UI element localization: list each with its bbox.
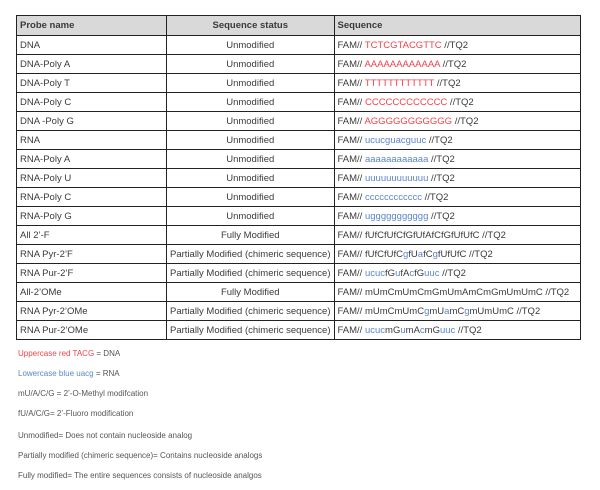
sequence-segment-plain: FAM// [337, 172, 365, 184]
note-text-plain: Partially modified (chimeric sequence)= Contains nucleoside analogs [18, 451, 263, 460]
sequence-segment-plain: FAM// fUfCfUfCfGfUfAfCfGfUfUfC //TQ2 [337, 229, 506, 241]
sequence-segment-dna: CCCCCCCCCCCC [364, 96, 448, 108]
sequence-status-cell: Fully Modified [167, 283, 335, 302]
sequence-segment-plain: mC [449, 305, 465, 317]
legend-note [18, 469, 262, 489]
sequence-status-cell: Partially Modified (chimeric sequence) [167, 245, 335, 264]
legend-note [18, 347, 262, 367]
sequence-segment-plain: FAM// [337, 39, 365, 51]
sequence-segment-plain: FAM// mUmCmUmCmGmUmAmCmGmUmUmC //TQ2 [337, 286, 570, 298]
probe-table [16, 15, 581, 340]
sequence-segment-plain: fU [408, 248, 418, 260]
note-text-plain: = DNA [94, 349, 121, 358]
probe-name-cell: DNA-Poly C [17, 93, 167, 112]
note-text-plain: mU/A/C/G = 2’-O-Methyl modifcation [18, 389, 149, 398]
sequence-segment-plain: fA [400, 267, 410, 279]
probe-name-cell: RNA-Poly C [17, 188, 167, 207]
table-row [17, 245, 581, 264]
sequence-status-cell: Unmodified [167, 131, 335, 150]
sequence-segment-dna: AGGGGGGGGGGG [364, 115, 453, 127]
sequence-cell [334, 169, 580, 188]
sequence-cell [334, 283, 580, 302]
sequence-segment-rna: cccccccccccc [364, 191, 422, 203]
probe-name-cell: RNA-Poly G [17, 207, 167, 226]
sequence-cell [334, 245, 580, 264]
sequence-segment-plain: fG [385, 267, 396, 279]
legend-note [18, 387, 262, 407]
legend-note [18, 449, 262, 469]
sequence-segment-plain: //TQ2 [428, 153, 455, 165]
sequence-segment-plain: //TQ2 [439, 58, 467, 70]
sequence-status-cell: Partially Modified (chimeric sequence) [167, 321, 335, 340]
table-row [17, 55, 581, 74]
sequence-status-cell: Unmodified [167, 207, 335, 226]
probe-name-cell: DNA-Poly T [17, 74, 167, 93]
table-row [17, 207, 581, 226]
sequence-segment-rna: uuc [439, 324, 456, 336]
note-text-dna: Uppercase red TACG [18, 349, 95, 358]
legend-notes [18, 347, 262, 489]
sequence-status-cell: Partially Modified (chimeric sequence) [167, 302, 335, 321]
probe-name-cell: RNA Pyr-2’OMe [17, 302, 167, 321]
sequence-segment-plain: FAM// [337, 134, 365, 146]
header-probe-name: Probe name [17, 16, 167, 36]
probe-name-cell: RNA-Poly A [17, 150, 167, 169]
sequence-status-cell: Unmodified [167, 150, 335, 169]
sequence-cell [334, 74, 580, 93]
sequence-segment-rna: ucucguacguuc [364, 134, 427, 146]
sequence-segment-plain: //TQ2 [447, 96, 474, 108]
sequence-cell [334, 302, 580, 321]
sequence-segment-plain: mG [424, 324, 440, 336]
sequence-status-cell: Unmodified [167, 188, 335, 207]
sequence-segment-plain: mUmUmC //TQ2 [469, 305, 541, 317]
sequence-segment-plain: FAM// fUfCfUfC [337, 248, 403, 260]
sequence-cell [334, 264, 580, 283]
probe-name-cell: DNA [17, 36, 167, 55]
sequence-segment-plain: //TQ2 [426, 134, 453, 146]
sequence-segment-rna: a [444, 305, 450, 317]
sequence-cell [334, 93, 580, 112]
table-row [17, 93, 581, 112]
sequence-cell [334, 226, 580, 245]
sequence-segment-plain: fUfUfC //TQ2 [437, 248, 493, 260]
sequence-segment-plain: //TQ2 [434, 77, 461, 89]
table-row [17, 188, 581, 207]
probe-name-cell: RNA Pyr-2’F [17, 245, 167, 264]
sequence-segment-rna: g [402, 248, 409, 260]
sequence-segment-plain: mA [405, 324, 420, 336]
sequence-cell [334, 55, 580, 74]
note-text-plain: Unmodified= Does not contain nucleoside analog [18, 431, 193, 440]
sequence-segment-plain: FAM// [337, 210, 365, 222]
sequence-segment-rna: g [432, 248, 438, 260]
sequence-cell [334, 321, 580, 340]
sequence-segment-plain: //TQ2 [428, 210, 455, 222]
sequence-segment-rna: uuc [424, 267, 440, 279]
sequence-segment-plain: FAM// [337, 153, 365, 165]
sequence-segment-plain: //TQ2 [441, 39, 469, 51]
sequence-segment-plain: fG [414, 267, 425, 279]
sequence-segment-dna: TCTCGTACGTTC [364, 39, 442, 51]
table-row [17, 264, 581, 283]
sequence-status-cell: Partially Modified (chimeric sequence) [167, 264, 335, 283]
probe-name-cell: DNA-Poly A [17, 55, 167, 74]
sequence-segment-plain: mG [385, 324, 401, 336]
sequence-cell [334, 188, 580, 207]
sequence-segment-rna: g [464, 305, 470, 317]
sequence-segment-plain: //TQ2 [439, 267, 466, 279]
note-text-plain: fU/A/C/G= 2’-Fluoro modification [18, 409, 134, 418]
table-row [17, 283, 581, 302]
sequence-status-cell: Unmodified [167, 55, 335, 74]
sequence-segment-rna: u [400, 324, 406, 336]
sequence-segment-plain: fC [423, 248, 433, 260]
sequence-status-cell: Unmodified [167, 74, 335, 93]
note-text-plain: = RNA [93, 369, 120, 378]
legend-note [18, 407, 262, 427]
sequence-cell [334, 207, 580, 226]
probe-name-cell: RNA Pur-2’F [17, 264, 167, 283]
table-row [17, 226, 581, 245]
sequence-segment-plain: //TQ2 [452, 115, 479, 127]
sequence-segment-rna: ucuc [364, 267, 386, 279]
header-sequence: Sequence [334, 16, 580, 36]
sequence-segment-rna: c [419, 324, 425, 336]
note-text-rna: Lowercase blue uacg [18, 369, 94, 378]
sequence-segment-plain: FAM// [337, 324, 365, 336]
legend-note [18, 367, 262, 387]
table-row [17, 36, 581, 55]
probe-name-cell: All 2’-F [17, 226, 167, 245]
probe-name-cell: RNA [17, 131, 167, 150]
sequence-status-cell: Unmodified [167, 112, 335, 131]
table-body [17, 36, 581, 340]
sequence-status-cell: Fully Modified [167, 226, 335, 245]
legend-note [18, 429, 262, 449]
sequence-segment-plain: FAM// [337, 115, 365, 127]
sequence-segment-rna: uuuuuuuuuuuu [364, 172, 429, 184]
probe-name-cell: RNA Pur-2’OMe [17, 321, 167, 340]
sequence-segment-rna: ucuc [364, 324, 386, 336]
sequence-segment-rna: u [395, 267, 401, 279]
sequence-cell [334, 36, 580, 55]
sequence-segment-dna: AAAAAAAAAAAA [364, 58, 440, 70]
table-row [17, 112, 581, 131]
sequence-segment-plain: mU [429, 305, 445, 317]
sequence-segment-plain: FAM// mUmCmUmC [337, 305, 425, 317]
sequence-status-cell: Unmodified [167, 36, 335, 55]
sequence-cell [334, 112, 580, 131]
sequence-status-cell: Unmodified [167, 93, 335, 112]
sequence-cell [334, 150, 580, 169]
table-row [17, 302, 581, 321]
sequence-segment-plain: FAM// [337, 267, 365, 279]
header-sequence-status: Sequence status [167, 16, 335, 36]
sequence-segment-plain: FAM// [337, 191, 365, 203]
sequence-segment-rna: c [409, 267, 415, 279]
table-header-row [17, 16, 581, 36]
sequence-status-cell: Unmodified [167, 169, 335, 188]
sequence-segment-plain: //TQ2 [421, 191, 449, 203]
sequence-segment-plain: //TQ2 [428, 172, 455, 184]
probe-name-cell: All-2’OMe [17, 283, 167, 302]
table-row [17, 150, 581, 169]
table-row [17, 74, 581, 93]
table-row [17, 321, 581, 340]
note-text-plain: Fully modified= The entire sequences consists of nucleoside analgos [18, 471, 262, 480]
sequence-segment-plain: FAM// [337, 96, 365, 108]
table-row [17, 131, 581, 150]
sequence-segment-plain: FAM// [337, 58, 365, 70]
probe-name-cell: DNA -Poly G [17, 112, 167, 131]
table-row [17, 169, 581, 188]
sequence-segment-rna: uggggggggggg [364, 210, 429, 222]
sequence-segment-rna: aaaaaaaaaaaa [364, 153, 429, 165]
probe-name-cell: RNA-Poly U [17, 169, 167, 188]
sequence-segment-rna: a [417, 248, 424, 260]
sequence-segment-plain: //TQ2 [455, 324, 482, 336]
sequence-cell [334, 131, 580, 150]
sequence-segment-plain: FAM// [337, 77, 365, 89]
sequence-segment-dna: TTTTTTTTTTTT [364, 77, 435, 89]
sequence-segment-rna: g [424, 305, 430, 317]
